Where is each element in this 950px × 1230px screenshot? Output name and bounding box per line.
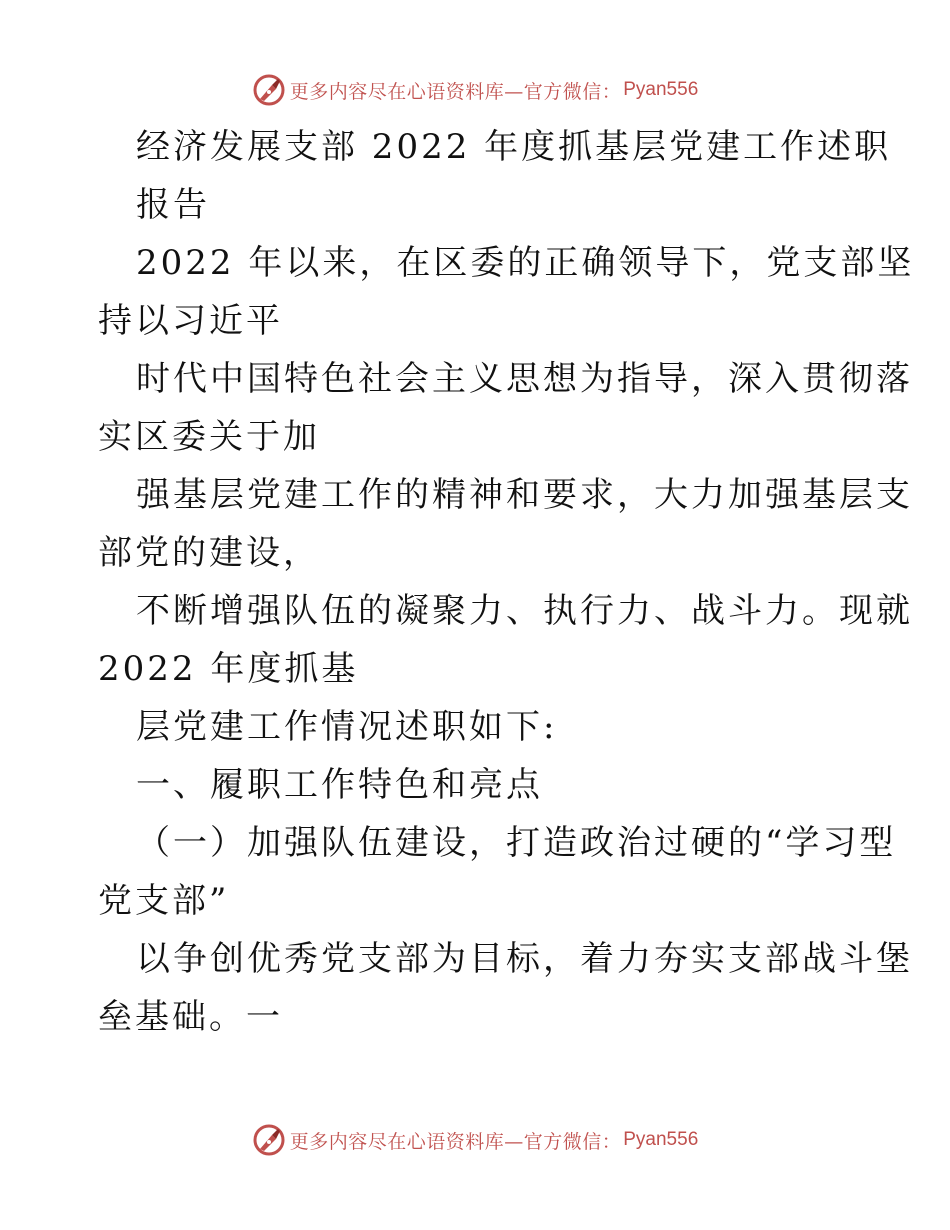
paragraph-line: 强基层党建工作的精神和要求，大力加强基层支: [136, 475, 913, 515]
watermark-wechat-id: Pyan556: [623, 79, 699, 100]
watermark-text: 更多内容尽在心语资料库—官方微信：: [289, 1130, 622, 1153]
paragraph-line: 2022 年度抓基: [98, 649, 359, 689]
watermark-banner-top: [0, 70, 950, 110]
watermark-text: 更多内容尽在心语资料库—官方微信：: [289, 80, 622, 103]
paragraph-line: 不断增强队伍的凝聚力、执行力、战斗力。现就: [136, 591, 913, 631]
pen-nib-logo-icon: [252, 73, 286, 107]
pen-nib-logo-icon: [252, 1123, 286, 1157]
subsection-heading: （一）加强队伍建设，打造政治过硬的“学习型: [136, 823, 897, 863]
subsection-heading-cont: 党支部”: [98, 881, 230, 921]
watermark-wechat-id: Pyan556: [623, 1129, 699, 1150]
paragraph-line: 层党建工作情况述职如下:: [136, 707, 558, 747]
paragraph-line: 垒基础。一: [98, 997, 283, 1037]
doc-title-line-2: 报告: [136, 185, 210, 225]
paragraph-line: 时代中国特色社会主义思想为指导，深入贯彻落: [136, 359, 913, 399]
document-body: [98, 118, 915, 1046]
paragraph-line: 实区委关于加: [98, 417, 320, 457]
watermark-banner-bottom: [0, 1120, 950, 1160]
paragraph-line: 2022 年以来，在区委的正确领导下，党支部坚: [136, 243, 915, 283]
paragraph-line: 持以习近平: [98, 301, 283, 341]
section-heading: 一、履职工作特色和亮点: [136, 765, 543, 805]
paragraph-line: 部党的建设，: [98, 533, 320, 573]
doc-title-line-1: 经济发展支部 2022 年度抓基层党建工作述职: [136, 127, 892, 167]
paragraph-line: 以争创优秀党支部为目标，着力夯实支部战斗堡: [136, 939, 913, 979]
